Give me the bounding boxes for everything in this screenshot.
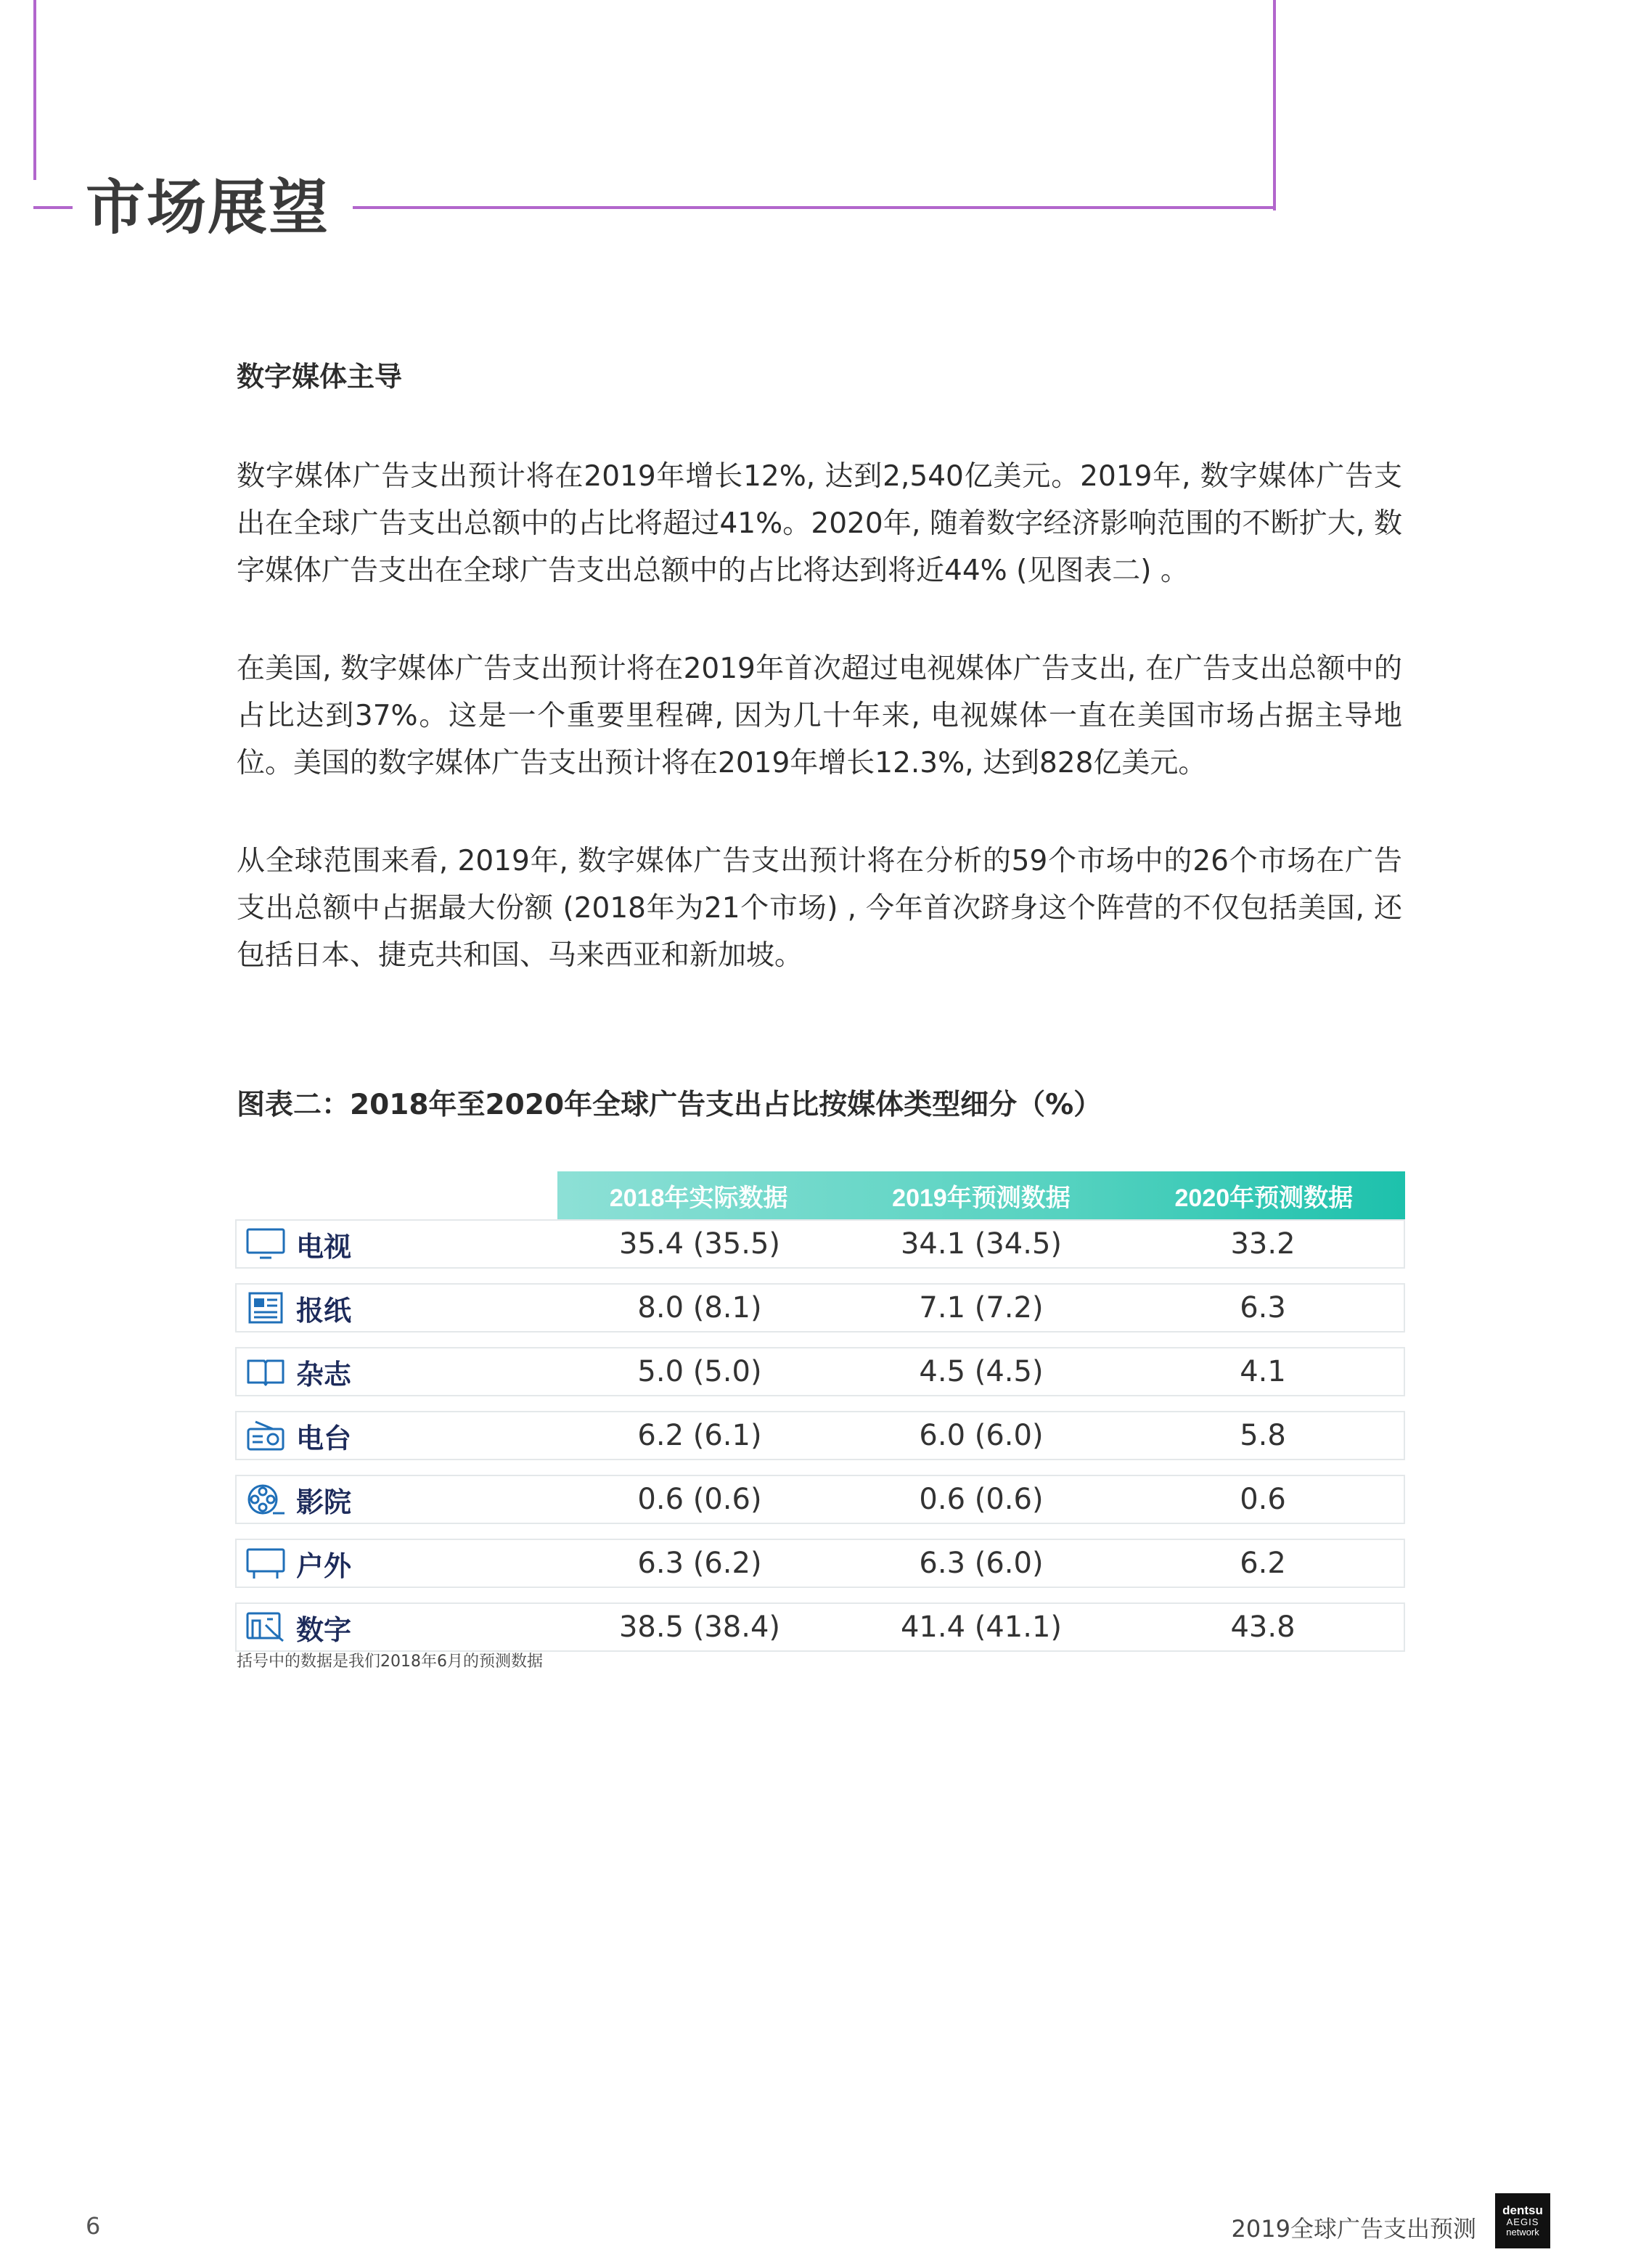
table-cell: 41.4 (41.1) [900,1610,1063,1644]
table-row-radio [235,1411,1405,1460]
digital-device-icon [244,1610,287,1645]
table-cell: 5.8 [1240,1419,1286,1452]
table-row-outdoor [235,1539,1405,1588]
header-2020: 2020年预测数据 [1174,1184,1354,1212]
media-cell [237,1224,559,1264]
media-cell [237,1352,559,1392]
chart-title: 图表二：2018年至2020年全球广告支出占比按媒体类型细分（%） [237,1089,1102,1121]
table-cell: 38.5 (38.4) [618,1610,781,1644]
media-cell [237,1544,559,1584]
table-cell: 34.1 (34.5) [900,1227,1063,1261]
table-cell: 0.6 (0.6) [637,1483,762,1516]
paragraph-3: 从全球范围来看, 2019年, 数字媒体广告支出预计将在分析的59个市场中的26个市场在广告支出总额中占据最大份额 (2018年为21个市场) , 今年首次跻身这个阵营的不仅包括美国, 还包括日本、捷克共和国、马来西亚和新加坡。 [237,845,1402,972]
logo-line-1: dentsu [1502,2203,1543,2218]
footer-title: 2019全球广告支出预测 [1231,2215,1476,2243]
magazine-icon [244,1354,287,1389]
logo-line-2: AEGIS [1506,2216,1539,2228]
table-cell: 0.6 (0.6) [919,1483,1044,1516]
media-cell [237,1288,559,1328]
header-2018: 2018年实际数据 [609,1184,788,1212]
table-header [557,1171,1405,1219]
table-cell: 35.4 (35.5) [618,1227,781,1261]
table-cell: 6.2 (6.1) [637,1419,762,1452]
table-cell: 6.3 (6.2) [637,1547,762,1580]
table-cell: 0.6 [1240,1483,1286,1516]
table-cell: 6.2 [1240,1547,1286,1580]
frame-line-left [33,0,36,180]
media-share-table [235,1171,1405,1652]
page-title: 市场展望 [86,173,330,242]
dentsu-aegis-logo [1495,2193,1550,2248]
tv-icon [244,1227,287,1261]
media-label: 杂志 [296,1358,352,1391]
table-row-cinema [235,1475,1405,1524]
table-footnote: 括号中的数据是我们2018年6月的预测数据 [237,1653,543,1671]
table-cell: 8.0 (8.1) [637,1291,762,1325]
article-body [237,359,1402,979]
media-cell [237,1480,559,1520]
page-number: 6 [86,2212,101,2240]
table-cell: 6.3 (6.0) [919,1547,1044,1580]
media-cell [237,1608,559,1647]
media-label: 电视 [296,1230,352,1263]
film-reel-icon [244,1482,287,1517]
frame-line-stub [33,206,73,209]
table-cell: 6.3 [1240,1291,1286,1325]
media-label: 数字 [296,1613,352,1646]
media-label: 户外 [296,1549,352,1582]
paragraph-1: 数字媒体广告支出预计将在2019年增长12%, 达到2,540亿美元。2019年, 数字媒体广告支出在全球广告支出总额中的占比将超过41%。2020年, 随着数字经济影响范围的不断扩大, 数字媒体广告支出在全球广告支出总额中的占比将达到将近44% (见图表二) 。 [237,460,1402,587]
table-row-newspaper [235,1283,1405,1332]
media-label: 影院 [296,1486,352,1518]
table-cell: 7.1 (7.2) [919,1291,1044,1325]
header-2019: 2019年预测数据 [892,1184,1071,1212]
newspaper-icon [244,1290,287,1325]
table-cell: 5.0 (5.0) [637,1355,762,1388]
table-cell: 43.8 [1230,1610,1296,1644]
table-row-digital [235,1602,1405,1652]
frame-line-right [1273,0,1276,210]
media-label: 电台 [296,1422,352,1454]
table-row-tv [235,1219,1405,1269]
table-cell: 4.1 [1240,1355,1286,1388]
media-cell [237,1416,559,1456]
table-row-magazine [235,1347,1405,1396]
section-heading: 数字媒体主导 [237,361,403,393]
logo-line-3: network [1506,2226,1539,2238]
table-cell: 6.0 (6.0) [919,1419,1044,1452]
paragraph-2: 在美国, 数字媒体广告支出预计将在2019年首次超过电视媒体广告支出, 在广告支出总额中的占比达到37%。这是一个重要里程碑, 因为几十年来, 电视媒体一直在美国市场占据主导地位。美国的数字媒体广告支出预计将在2019年增长12.3%, 达到828亿美元。 [237,652,1402,779]
table-cell: 33.2 [1230,1227,1296,1261]
frame-line-bottom [353,206,1276,209]
media-label: 报纸 [296,1294,352,1327]
billboard-icon [244,1546,287,1581]
table-cell: 4.5 (4.5) [919,1355,1044,1388]
radio-icon [244,1418,287,1453]
